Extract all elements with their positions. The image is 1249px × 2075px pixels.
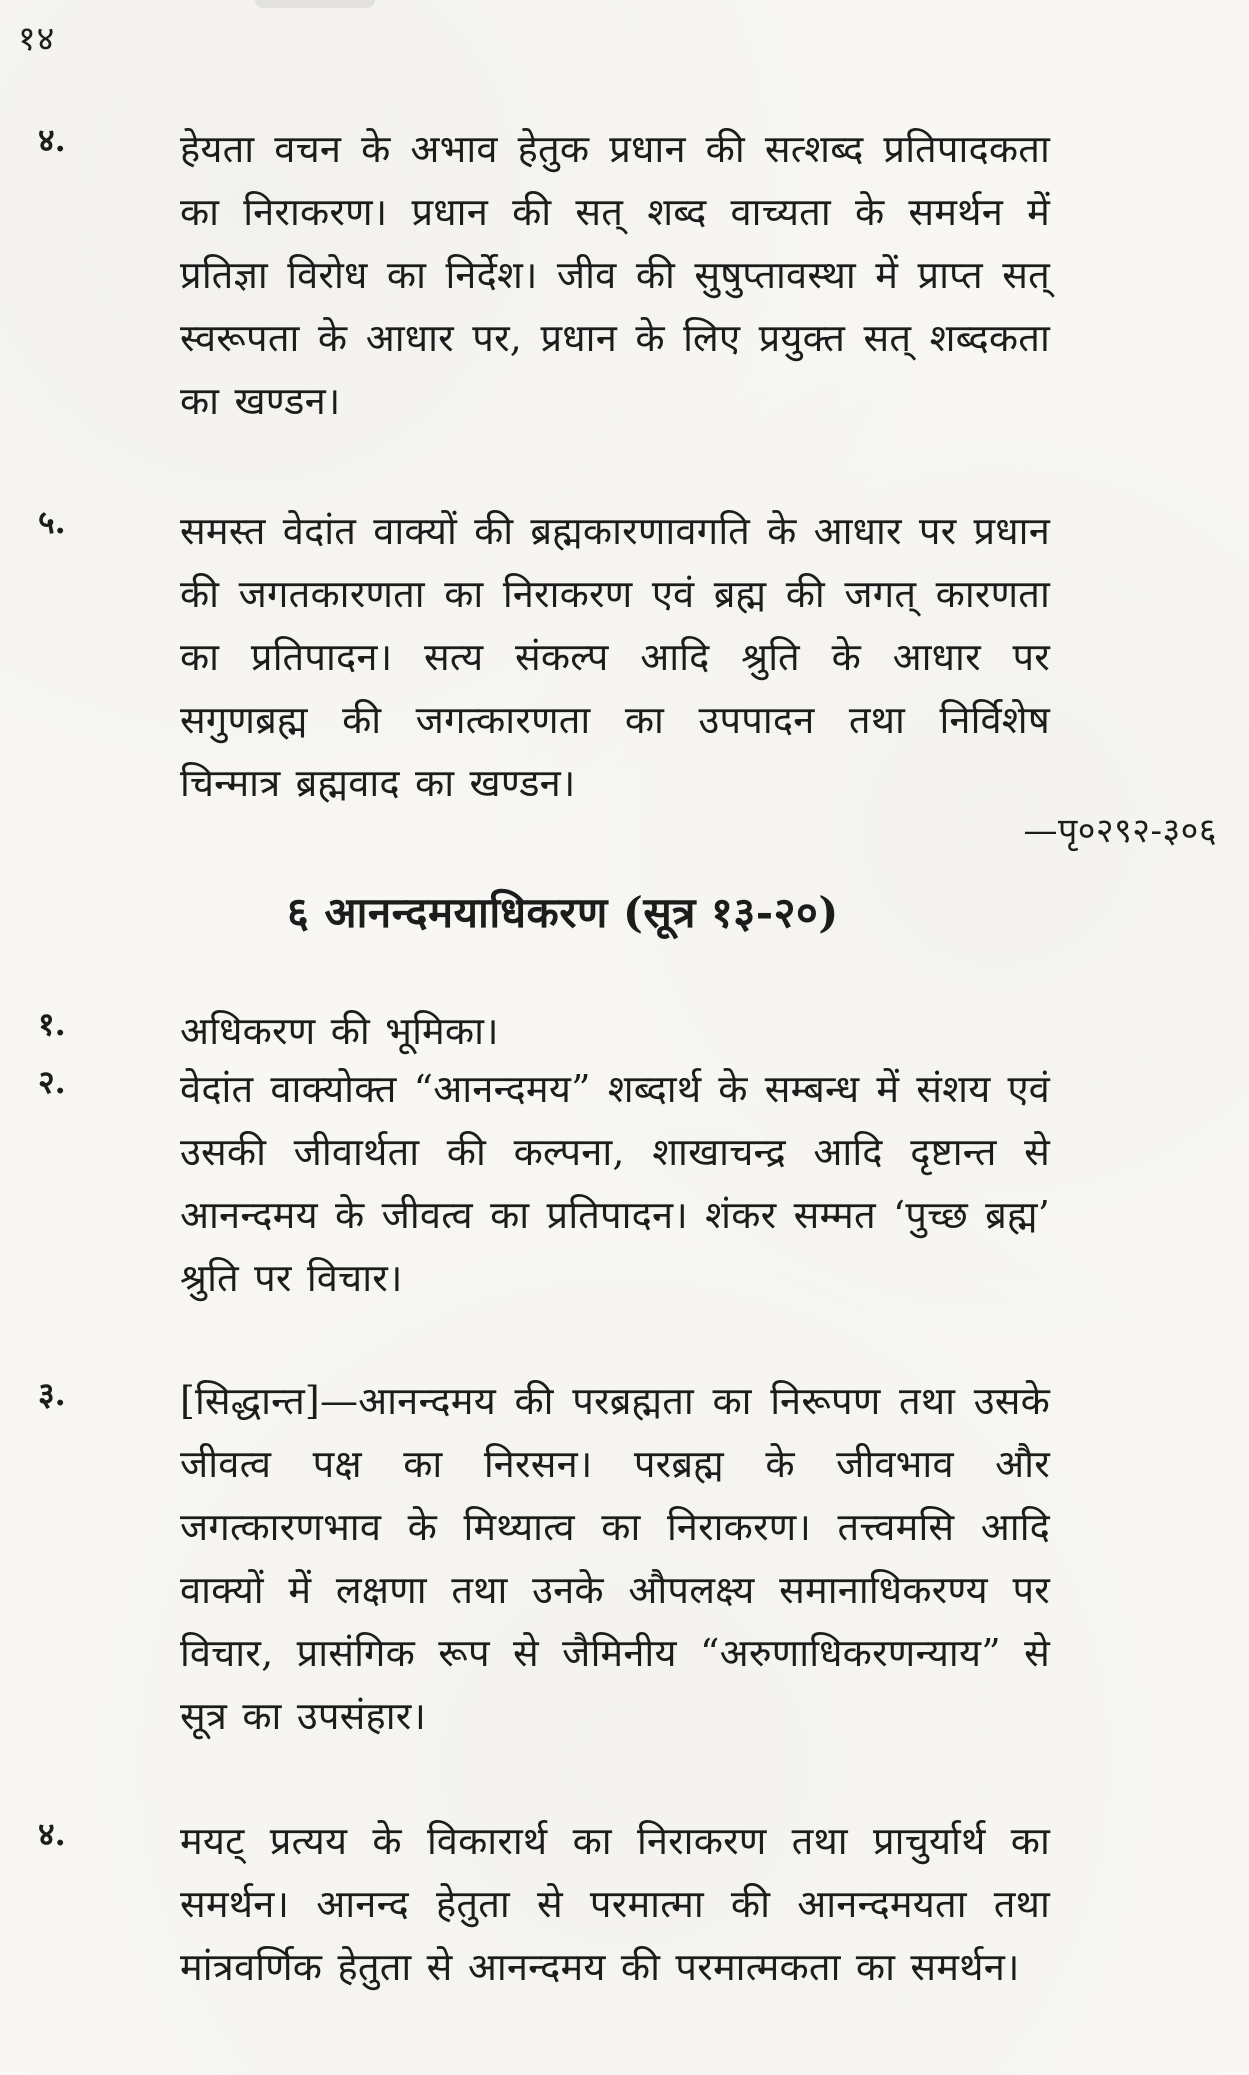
item-text: वेदांत वाक्योक्त “आनन्दमय” शब्दार्थ के सम्बन्ध में संशय एवं उसकी जीवार्थता की कल्पना, शाखाचन्द्र आदि दृष्टान्त से आनन्दमय के जीवत्व का प्रतिपादन। शंकर सम्मत ‘पुच्छ ब्रह्म’ श्रुति पर विचार। — [180, 1067, 1050, 1300]
item-text: हेयता वचन के अभाव हेतुक प्रधान की सत्शब्द प्रतिपादकता का निराकरण। प्रधान की सत् शब्द वाच्यता के समर्थन में प्रतिज्ञा विरोध का निर्देश। जीव की सुषुप्तावस्था में प्राप्त सत् स्वरूपता के आधार पर, प्रधान के लिए प्रयुक्त सत् शब्दकता का खण्डन। — [180, 127, 1050, 423]
item-number: ४. — [38, 121, 66, 159]
item-number: २. — [38, 1063, 66, 1101]
item-number: १. — [38, 1005, 66, 1043]
item-text: समस्त वेदांत वाक्यों की ब्रह्मकारणावगति के आधार पर प्रधान की जगतकारणता का निराकरण एवं ब्रह्म की जगत् कारणता का प्रतिपादन। सत्य संकल्प आदि श्रुति के आधार पर सगुणब्रह्म की जगत्कारणता का उपपादन तथा निर्विशेष चिन्मात्र ब्रह्मवाद का खण्डन। — [180, 509, 1050, 805]
item-number: ३. — [38, 1375, 66, 1413]
item-number: ४. — [38, 1815, 66, 1853]
page-number: १४ — [18, 19, 56, 59]
item-number: ५. — [38, 503, 66, 541]
item-text: मयट् प्रत्यय के विकारार्थ का निराकरण तथा प्राचुर्यार्थ का समर्थन। आनन्द हेतुता से परमात्मा की आनन्दमयता तथा मांत्रवर्णिक हेतुता से आनन्दमय की परमात्मकता का समर्थन। — [180, 1819, 1050, 1989]
top-edge-smudge — [255, 0, 375, 8]
section-heading: ६ आनन्दमयाधिकरण (सूत्र १३-२०) — [287, 888, 839, 937]
item-text: [सिद्धान्त]—आनन्दमय की परब्रह्मता का निरूपण तथा उसके जीवत्व पक्ष का निरसन। परब्रह्म के जीवभाव और जगत्कारणभाव के मिथ्यात्व का निराकरण। तत्त्वमसि आदि वाक्यों में लक्षणा तथा उनके औपलक्ष्य समानाधिकरण्य पर विचार, प्रासंगिक रूप से जैमिनीय “अरुणाधिकरणन्याय” से सूत्र का उपसंहार। — [180, 1379, 1050, 1738]
item-text: अधिकरण की भूमिका। — [180, 1009, 499, 1053]
page-reference: —पृ०२९२-३०६ — [1023, 811, 1217, 851]
